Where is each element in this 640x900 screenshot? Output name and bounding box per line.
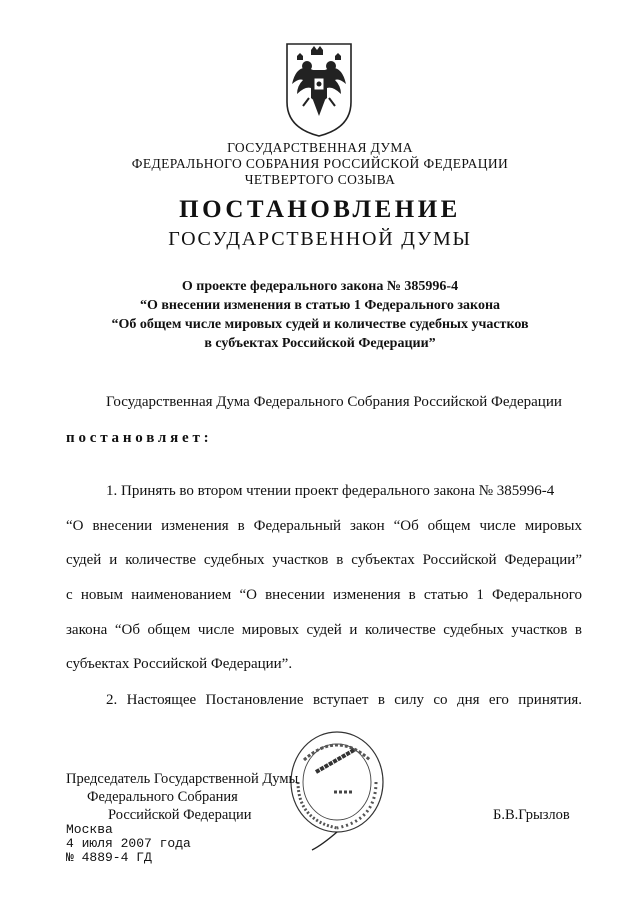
document-number: № 4889-4 ГД bbox=[66, 850, 152, 865]
title-main: ПОСТАНОВЛЕНИЕ bbox=[179, 196, 461, 223]
official-stamp-icon bbox=[282, 720, 392, 855]
coat-of-arms-icon bbox=[283, 40, 355, 140]
subject-line-1: О проекте федерального закона № 385996-4 bbox=[181, 279, 459, 294]
place: Москва bbox=[66, 822, 113, 837]
item-1-line-5: закона “Об общем числе мировых судей и количестве судебных участков в bbox=[66, 622, 582, 638]
item-1-line-1: 1. Принять во втором чтении проект федерального закона № 385996-4 bbox=[106, 483, 555, 499]
document-subtitle bbox=[0, 228, 640, 251]
item-1-line-3: судей и количестве судебных участков в субъектах Российской Федерации” bbox=[66, 552, 582, 568]
subject-line-2: “О внесении изменения в статью 1 Федерального закона bbox=[139, 298, 501, 313]
signatory-name: Б.В.Грызлов bbox=[493, 807, 570, 823]
document-title bbox=[0, 196, 640, 224]
item-1-line-6: субъектах Российской Федерации”. bbox=[66, 656, 293, 672]
subject-line-4: в субъектах Российской Федерации” bbox=[204, 336, 436, 351]
item-1-line-2: “О внесении изменения в Федеральный закон “Об общем числе мировых bbox=[66, 518, 582, 534]
resolves-label: постановляет: bbox=[66, 430, 213, 446]
item-2: 2. Настоящее Постановление вступает в силу со дня его принятия. bbox=[106, 692, 582, 708]
header-line-1: ГОСУДАРСТВЕННАЯ ДУМА bbox=[227, 140, 413, 155]
subject-line-3: “Об общем числе мировых судей и количестве судебных участков bbox=[111, 317, 529, 332]
title-sub: ГОСУДАРСТВЕННОЙ ДУМЫ bbox=[168, 228, 472, 250]
header-line-3: ЧЕТВЕРТОГО СОЗЫВА bbox=[244, 172, 396, 187]
signature-title-line-2: Федерального Собрания bbox=[87, 789, 238, 805]
item-1-line-4: с новым наименованием “О внесении изменения в статью 1 Федерального bbox=[66, 587, 582, 603]
subject-block bbox=[0, 277, 640, 353]
date: 4 июля 2007 года bbox=[66, 836, 191, 851]
signature-title-line-1: Председатель Государственной Думы bbox=[66, 771, 299, 787]
header-line-2: ФЕДЕРАЛЬНОГО СОБРАНИЯ РОССИЙСКОЙ ФЕДЕРАЦИИ bbox=[131, 156, 509, 171]
preamble: Государственная Дума Федерального Собрания Российской Федерации bbox=[106, 394, 562, 410]
chamber-header bbox=[0, 140, 640, 188]
signature-title-line-3: Российской Федерации bbox=[108, 807, 252, 823]
